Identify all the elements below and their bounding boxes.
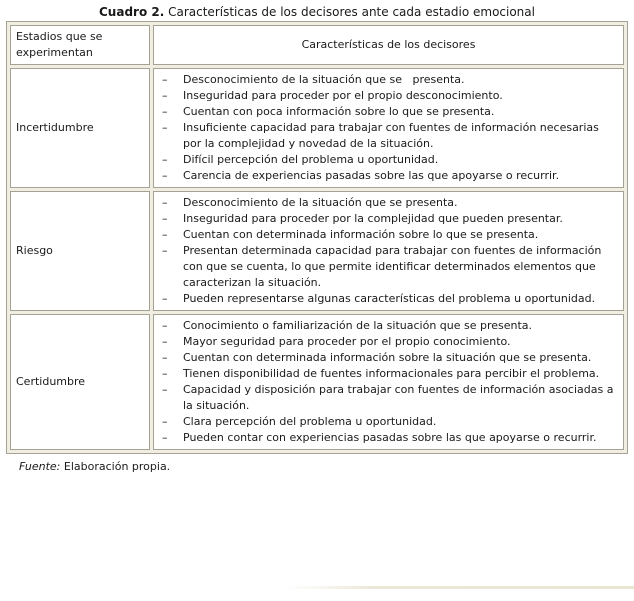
list-item (159, 366, 618, 382)
list-item (159, 414, 618, 430)
list-item (159, 318, 618, 334)
list-item (159, 120, 618, 152)
characteristics-list (153, 314, 624, 450)
caption-number: Cuadro 2. (99, 5, 165, 19)
list-item (159, 168, 618, 184)
list-item (159, 350, 618, 366)
item-text: Clara percepción del problema u oportunidad. (183, 415, 437, 428)
item-text: Pueden contar con experiencias pasadas sobre las que apoyarse o recurrir. (183, 431, 597, 444)
item-text: Pueden representarse algunas características del problema u oportunidad. (183, 292, 596, 305)
dash-marker: – (162, 367, 168, 380)
table-row (10, 68, 624, 188)
list-item (159, 88, 618, 104)
list-item (159, 334, 618, 350)
header-row (10, 25, 624, 65)
stage-label-certidumbre: Certidumbre (10, 314, 150, 450)
item-text: Desconocimiento de la situación que se presenta. (183, 73, 465, 86)
decorative-rule (285, 586, 634, 589)
table-caption (0, 0, 634, 19)
dash-marker: – (162, 383, 168, 396)
dash-marker: – (162, 292, 168, 305)
dash-marker: – (162, 89, 168, 102)
list-item (159, 72, 618, 88)
dash-marker: – (162, 153, 168, 166)
dash-marker: – (162, 169, 168, 182)
item-text: Desconocimiento de la situación que se presenta. (183, 196, 458, 209)
dash-marker: – (162, 121, 168, 134)
item-text: Insuficiente capacidad para trabajar con fuentes de información necesarias por la complejidad y novedad de la situación. (183, 121, 603, 150)
dash-marker: – (162, 196, 168, 209)
dash-marker: – (162, 244, 168, 257)
item-text: Carencia de experiencias pasadas sobre las que apoyarse o recurrir. (183, 169, 560, 182)
dash-marker: – (162, 105, 168, 118)
caption-text: Características de los decisores ante cada estadio emocional (164, 5, 535, 19)
header-cell-stages: Estadios que se experimentan (10, 25, 150, 65)
source-note (19, 460, 634, 473)
item-text: Cuentan con determinada información sobre la situación que se presenta. (183, 351, 592, 364)
list-item (159, 291, 618, 307)
item-text: Presentan determinada capacidad para trabajar con fuentes de información con que se cuenta, lo que permite identificar determinados elementos que caracterizan la situación. (183, 244, 605, 289)
source-text: Elaboración propia. (60, 460, 171, 473)
item-text: Conocimiento o familiarización de la situación que se presenta. (183, 319, 533, 332)
list-item (159, 152, 618, 168)
item-text: Capacidad y disposición para trabajar con fuentes de información asociadas a la situación. (183, 383, 617, 412)
dash-marker: – (162, 319, 168, 332)
header-cell-characteristics: Características de los decisores (153, 25, 624, 65)
list-item (159, 227, 618, 243)
list-item (159, 104, 618, 120)
dash-marker: – (162, 228, 168, 241)
characteristics-table (6, 21, 628, 454)
list-item (159, 211, 618, 227)
characteristics-list (153, 68, 624, 188)
item-text: Inseguridad para proceder por el propio desconocimiento. (183, 89, 503, 102)
item-text: Cuentan con poca información sobre lo que se presenta. (183, 105, 495, 118)
dash-marker: – (162, 351, 168, 364)
dash-marker: – (162, 73, 168, 86)
dash-marker: – (162, 335, 168, 348)
item-text: Tienen disponibilidad de fuentes informacionales para percibir el problema. (183, 367, 600, 380)
item-text: Cuentan con determinada información sobre lo que se presenta. (183, 228, 539, 241)
list-item (159, 430, 618, 446)
source-label: Fuente: (19, 460, 61, 473)
item-text: Mayor seguridad para proceder por el propio conocimiento. (183, 335, 511, 348)
stage-label-incertidumbre: Incertidumbre (10, 68, 150, 188)
characteristics-list (153, 191, 624, 311)
list-item (159, 243, 618, 291)
item-text: Inseguridad para proceder por la complejidad que pueden presentar. (183, 212, 563, 225)
table-row (10, 191, 624, 311)
dash-marker: – (162, 212, 168, 225)
dash-marker: – (162, 415, 168, 428)
item-text: Difícil percepción del problema u oportunidad. (183, 153, 439, 166)
stage-label-riesgo: Riesgo (10, 191, 150, 311)
list-item (159, 382, 618, 414)
list-item (159, 195, 618, 211)
dash-marker: – (162, 431, 168, 444)
table-row (10, 314, 624, 450)
